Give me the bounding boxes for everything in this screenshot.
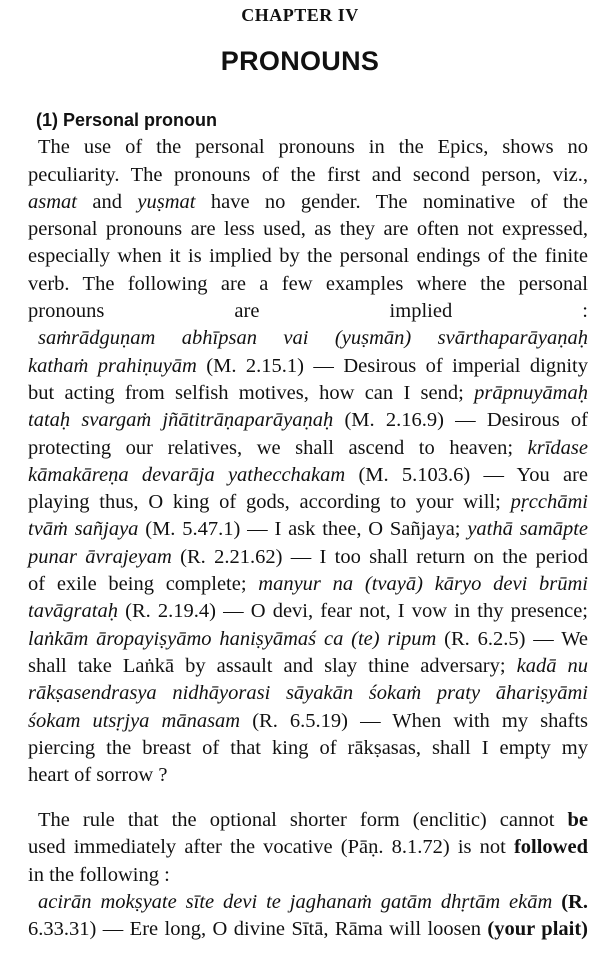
text-line <box>28 653 588 680</box>
italic-text: kadā nu <box>516 654 588 677</box>
text-span: (R. 6.5.19) — When with my shafts <box>240 709 589 732</box>
text-line <box>28 435 588 462</box>
text-line <box>28 162 588 189</box>
italic-text: asmat <box>28 190 77 213</box>
text-span: and <box>76 190 138 213</box>
text-line <box>28 762 588 789</box>
text-line <box>28 353 588 380</box>
text-line <box>28 271 588 298</box>
italic-text: tvāṁ sañjaya <box>28 518 139 541</box>
text-span: have no gender. The nominative of the <box>195 190 588 213</box>
text-span: (R. <box>552 890 588 913</box>
text-line <box>28 189 588 216</box>
italic-text: prāpnuyāmaḥ <box>474 381 588 404</box>
text-line <box>28 462 588 489</box>
italic-text: tavāgrataḥ <box>28 600 118 623</box>
text-line <box>28 134 588 161</box>
text-span: (M. 5.47.1) — I ask thee, O Sañjaya; <box>138 518 468 541</box>
italic-text: manyur na (tvayā) kāryo devi brūmi <box>258 573 588 596</box>
text-span: (R. 6.2.5) — We <box>436 627 588 650</box>
text-line <box>28 489 588 516</box>
text-line <box>28 407 588 434</box>
italic-text: laṅkām āropayiṣyāmo haniṣyāmaś ca (te) ripum <box>28 627 437 650</box>
text-span: of exile being complete; <box>28 573 259 596</box>
text-span: used immediately after the vocative (Pāṇ. 8.1.72) is not <box>28 836 514 859</box>
italic-text: punar āvrajeyam <box>28 545 172 568</box>
text-line <box>28 325 588 352</box>
text-span: especially when it is implied by the personal endings of the finite <box>28 245 588 268</box>
text-span: personal pronouns are less used, as they are often not expressed, <box>28 218 588 241</box>
text-line <box>28 680 588 707</box>
italic-text: kathaṁ prahiṇuyām <box>28 354 197 377</box>
text-line <box>28 862 588 889</box>
text-span: playing thus, O king of gods, according to your will; <box>28 491 511 514</box>
text-span: (your plait) <box>487 918 589 941</box>
text-line <box>28 807 588 834</box>
section-enclitic-rule <box>28 807 588 943</box>
italic-text: pṛcchāmi <box>510 491 588 514</box>
text-span: peculiarity. The pronouns of the first and second person, viz., <box>28 163 588 186</box>
text-span: shall take Laṅkā by assault and slay thine adversary; <box>28 654 517 677</box>
chapter-title: PRONOUNS <box>220 46 380 76</box>
text-span: be <box>567 809 588 831</box>
text-span: piercing the breast of that king of rākṣasas, shall I empty my <box>28 736 588 759</box>
text-span: heart of sorrow ? <box>28 764 168 787</box>
italic-text: rākṣasendrasya nidhāyorasi sāyakān śokaṁ praty āhariṣyāmi <box>28 682 588 705</box>
text-span: (M. 2.15.1) — Desirous of imperial dignity <box>196 354 588 377</box>
italic-text: saṁrādguṇam abhīpsan vai (yuṣmān) svārthaparāyaṇaḥ <box>38 327 588 350</box>
text-span: followed <box>513 836 588 859</box>
italic-text: acirān mokṣyate sīte devi te jaghanaṁ gatām dhṛtām ekām <box>38 890 553 913</box>
text-span: (R. 2.19.4) — O devi, fear not, I vow in thy presence; <box>117 600 588 623</box>
text-line <box>28 544 588 571</box>
section-heading: (1) Personal pronoun <box>36 110 218 130</box>
section-body <box>28 134 588 789</box>
italic-text: tataḥ svargaṁ jñātitrāṇaparāyaṇaḥ <box>28 409 334 432</box>
text-line <box>28 380 588 407</box>
section-body <box>28 807 588 943</box>
text-line <box>28 243 588 270</box>
italic-text: yuṣmat <box>137 190 196 213</box>
text-span: The rule that the optional shorter form (enclitic) cannot <box>38 809 568 831</box>
text-line <box>28 626 588 653</box>
text-span: pronouns are implied : <box>28 300 588 323</box>
text-span: in the following : <box>28 863 170 886</box>
text-line <box>28 571 588 598</box>
text-line <box>28 916 588 943</box>
text-span: (M. 5.103.6) — You are <box>345 463 588 486</box>
text-line <box>28 735 588 762</box>
text-line <box>28 516 588 543</box>
chapter-heading: CHAPTER IV <box>241 5 359 25</box>
text-line <box>28 598 588 625</box>
italic-text: krīdase <box>527 436 588 459</box>
text-span: The use of the personal pronouns in the Epics, shows no <box>38 136 588 159</box>
text-span: 6.33.31) — Ere long, O divine Sītā, Rāma will loosen <box>28 918 488 941</box>
text-line <box>28 834 588 861</box>
italic-text: kāmakāreṇa devarāja yathecchakam <box>28 463 346 486</box>
text-line <box>28 216 588 243</box>
text-span: protecting our relatives, we shall ascend to heaven; <box>28 436 528 459</box>
text-span: but acting from selfish motives, how can I send; <box>28 381 475 404</box>
italic-text: yathā samāpte <box>467 518 588 541</box>
italic-text: śokam utsṛjya mānasam <box>28 709 241 732</box>
text-span: verb. The following are a few examples where the personal <box>28 272 588 295</box>
text-span: (R. 2.21.62) — I too shall return on the period <box>171 545 588 568</box>
text-line <box>28 889 588 916</box>
section-personal-pronoun <box>28 107 588 789</box>
text-line <box>28 708 588 735</box>
text-line <box>28 298 588 325</box>
text-span: (M. 2.16.9) — Desirous of <box>333 409 589 432</box>
